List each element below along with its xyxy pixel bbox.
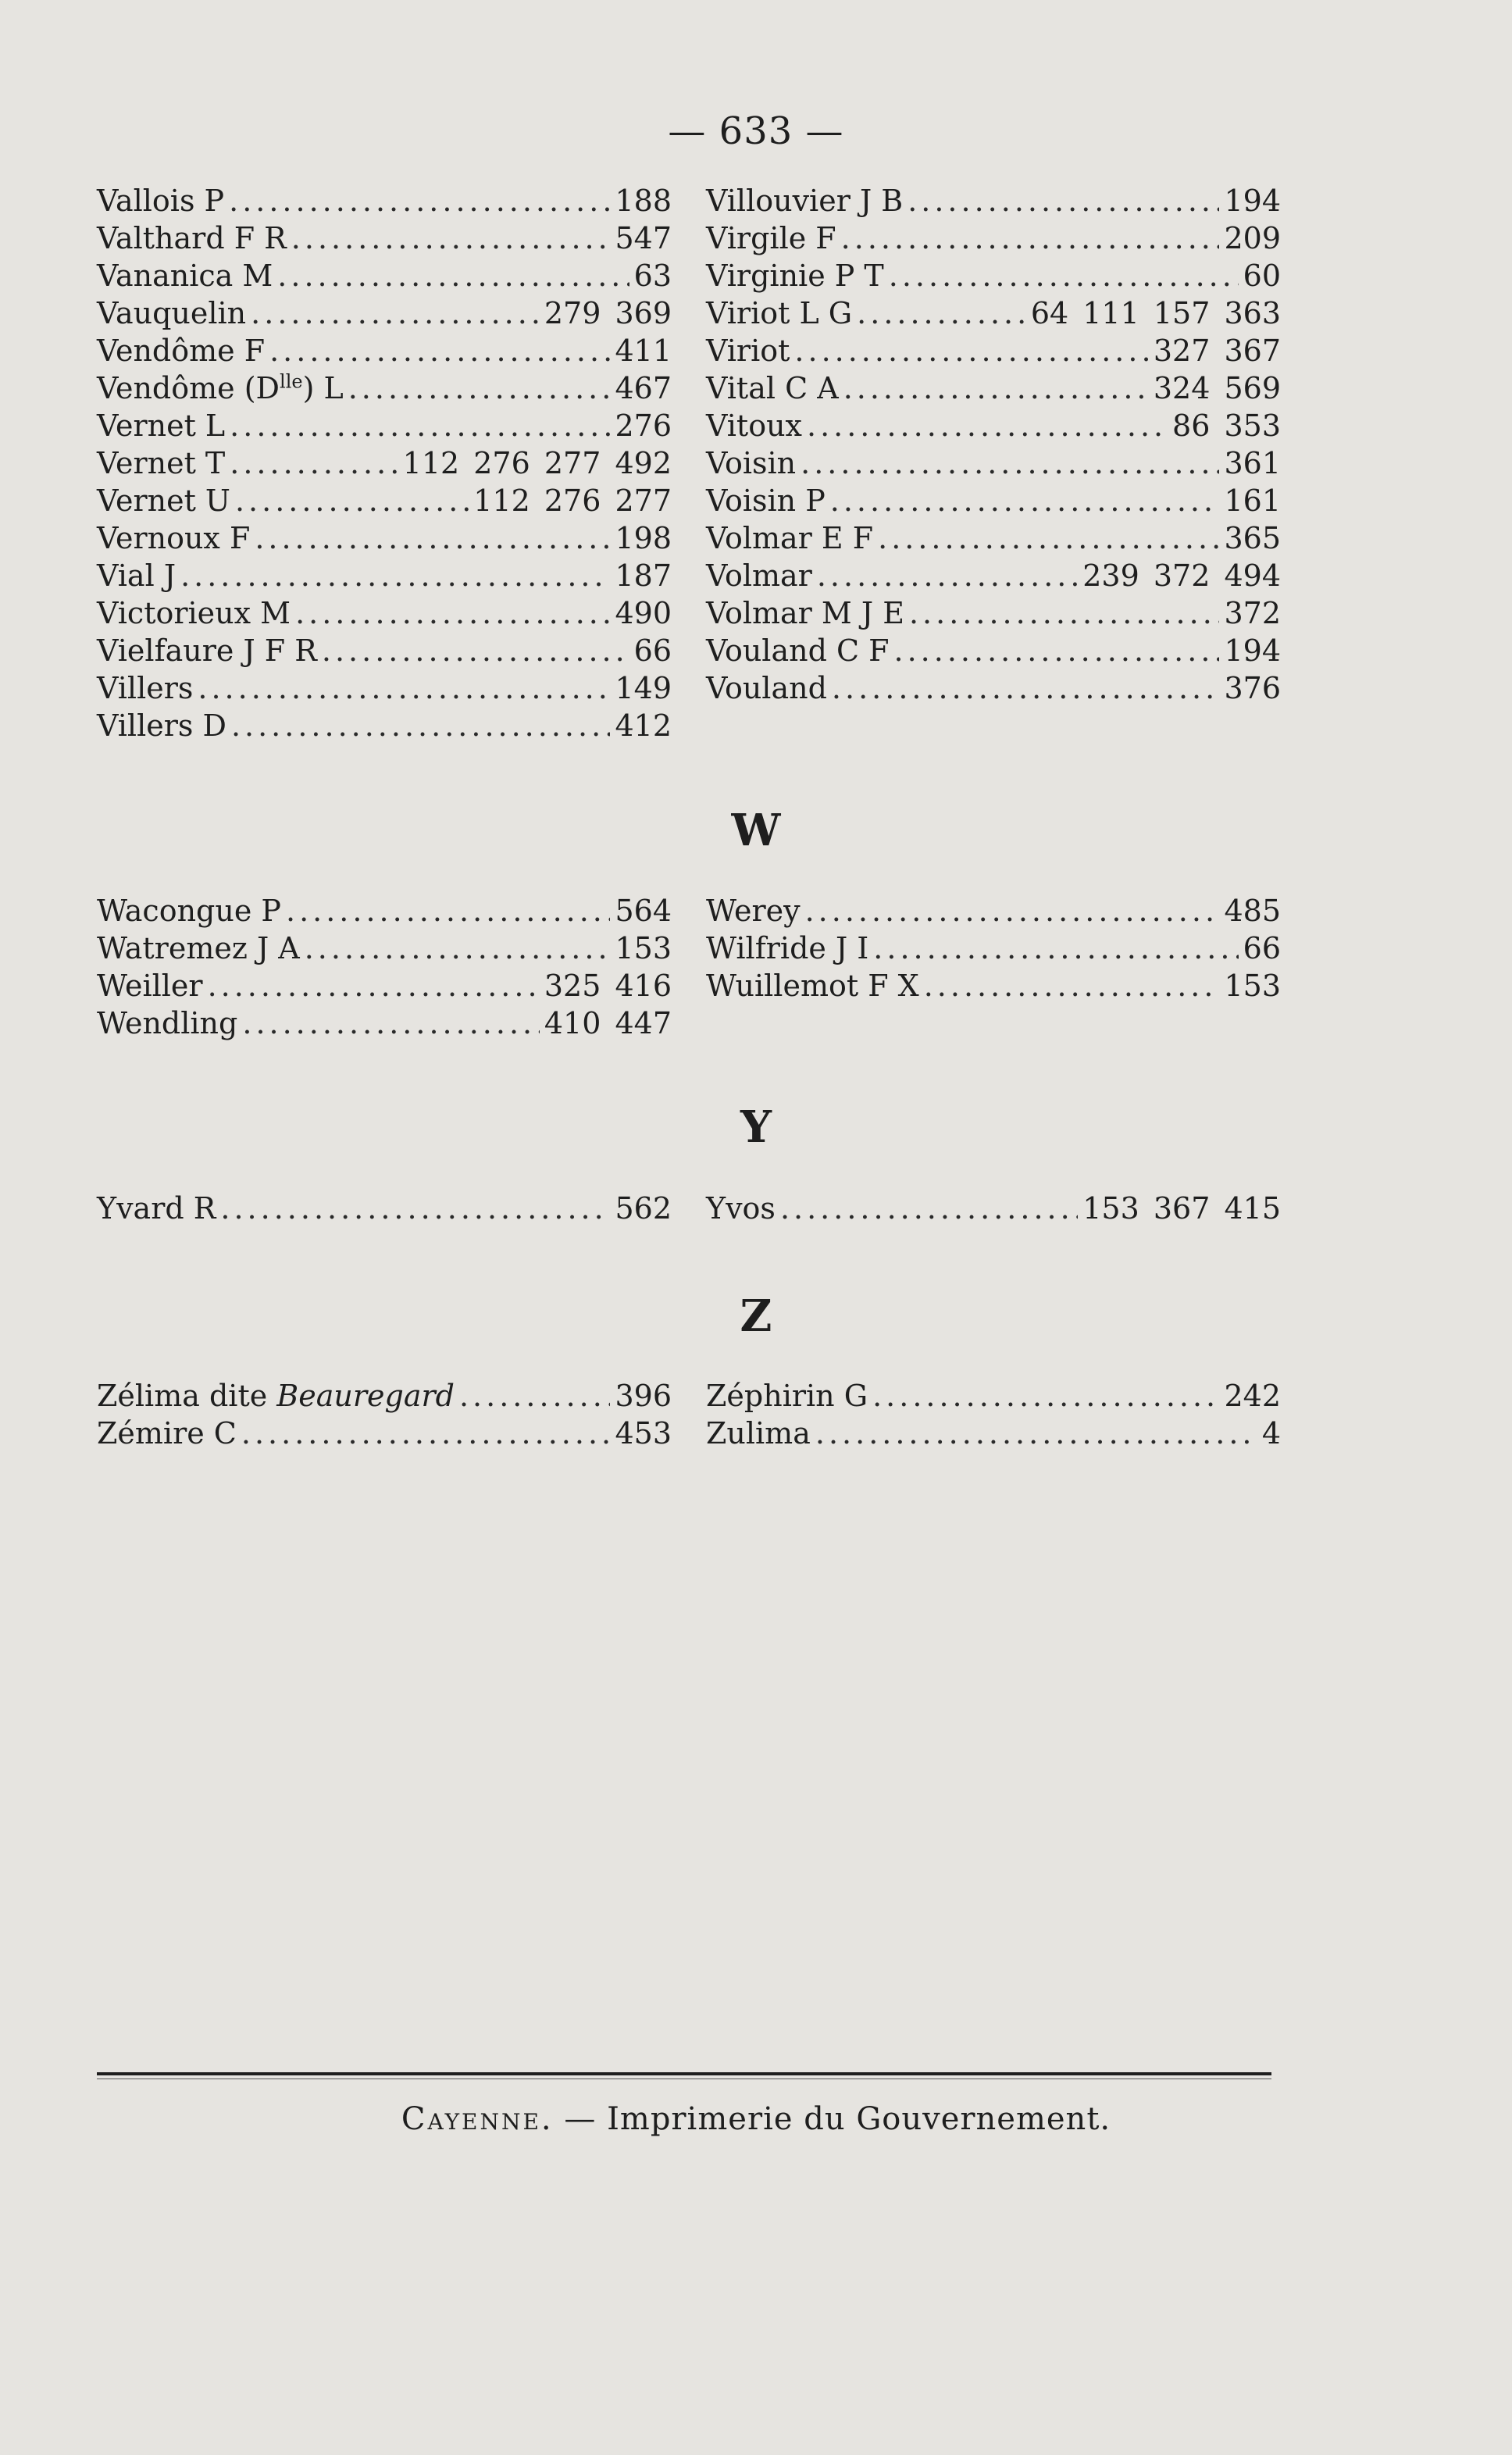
- entry-page-refs: 153: [1224, 969, 1281, 1003]
- index-entry: [706, 407, 1281, 444]
- entry-name: Wuillemot F X: [706, 969, 919, 1003]
- section-w: [97, 892, 1281, 1042]
- entry-name: Victorieux M: [97, 596, 291, 630]
- index-entry: [706, 294, 1281, 332]
- entry-name: Vernet L: [97, 409, 226, 443]
- entry-page-refs: 4: [1261, 1416, 1281, 1451]
- entry-page-refs: 564: [615, 894, 672, 928]
- dot-leader: [805, 892, 1220, 930]
- index-entry: [706, 930, 1281, 967]
- section-v: [97, 182, 1281, 744]
- index-entry: [706, 892, 1281, 930]
- index-entry: [706, 967, 1281, 1004]
- entry-page-refs: 161: [1224, 484, 1281, 518]
- dot-leader: [794, 332, 1148, 369]
- entry-name: Villers: [97, 671, 194, 705]
- entry-page-refs: 194: [1224, 184, 1281, 218]
- entry-page-refs: 453: [615, 1416, 672, 1451]
- dot-leader: [251, 294, 540, 332]
- dot-leader: [231, 707, 611, 744]
- dot-leader: [286, 892, 610, 930]
- entry-name: Vernoux F: [97, 521, 251, 555]
- index-entry: [706, 1415, 1281, 1452]
- dot-leader: [291, 219, 611, 257]
- entry-page-refs: 325 416: [544, 969, 672, 1003]
- entry-page-refs: 153: [615, 931, 672, 965]
- dot-leader: [843, 369, 1149, 407]
- entry-name-part: ) L: [302, 371, 344, 405]
- dot-leader: [235, 482, 469, 519]
- index-entry: [706, 332, 1281, 369]
- column-left: [97, 892, 672, 1042]
- entry-page-refs: 412: [615, 708, 672, 743]
- entry-name: Weiller: [97, 969, 203, 1003]
- dot-leader: [459, 1377, 611, 1415]
- dot-leader: [242, 1004, 540, 1042]
- index-entry: [706, 219, 1281, 257]
- index-entry: [97, 1415, 672, 1452]
- index-entry: [97, 632, 672, 669]
- entry-name: Vital C A: [706, 371, 839, 405]
- entry-name: Volmar M J E: [706, 596, 904, 630]
- index-entry: [97, 182, 672, 219]
- index-entry: [97, 257, 672, 294]
- dot-leader: [198, 669, 610, 707]
- index-entry: [97, 369, 672, 407]
- entry-name-part: Zélima dite: [97, 1379, 277, 1413]
- entry-name: Vauquelin: [97, 296, 247, 330]
- dot-leader: [894, 632, 1220, 669]
- column-right: [706, 892, 1281, 1042]
- dot-leader: [295, 594, 610, 632]
- dot-leader: [801, 444, 1219, 482]
- dot-leader: [909, 594, 1220, 632]
- entry-name: Voisin P: [706, 484, 826, 518]
- index-entry: [97, 892, 672, 930]
- index-entry: [706, 482, 1281, 519]
- imprint-footer: [0, 2101, 1512, 2137]
- column-right: [706, 1377, 1281, 1452]
- entry-name: Villouvier J B: [706, 184, 904, 218]
- entry-name-superscript: lle: [280, 370, 303, 393]
- imprint-city: Cayenne.: [401, 2101, 554, 2137]
- entry-name: Virginie P T: [706, 259, 884, 293]
- index-entry: [706, 182, 1281, 219]
- entry-page-refs: 63: [633, 259, 672, 293]
- entry-name: Vielfaure J F R: [97, 633, 317, 668]
- entry-name: Volmar: [706, 558, 812, 593]
- dot-leader: [830, 482, 1220, 519]
- entry-name: Vananica M: [97, 259, 273, 293]
- index-entry: [97, 444, 672, 482]
- dot-leader: [817, 557, 1078, 594]
- dot-leader: [220, 1190, 610, 1227]
- entry-page-refs: 66: [1243, 931, 1281, 965]
- letter-heading-w: W: [731, 805, 781, 856]
- index-entry: [97, 482, 672, 519]
- entry-name: Watremez J A: [97, 931, 300, 965]
- column-left: [97, 1190, 672, 1227]
- entry-page-refs: 467: [615, 371, 672, 405]
- entry-name: Zéphirin G: [706, 1379, 868, 1413]
- index-entry: [97, 930, 672, 967]
- entry-page-refs: 411: [615, 334, 672, 368]
- dot-leader: [322, 632, 629, 669]
- index-entry: [706, 257, 1281, 294]
- entry-page-refs: 485: [1224, 894, 1281, 928]
- entry-page-refs: 276: [615, 409, 672, 443]
- index-entry: [97, 669, 672, 707]
- entry-name: Vendôme F: [97, 334, 266, 368]
- dot-leader: [230, 444, 398, 482]
- index-entry: [97, 1004, 672, 1042]
- entry-page-refs: 239 372 494: [1082, 558, 1281, 593]
- entry-name: Virgile F: [706, 221, 836, 255]
- index-entry: [706, 557, 1281, 594]
- entry-page-refs: 279 369: [544, 296, 672, 330]
- dot-leader: [277, 257, 629, 294]
- entry-name: Wacongue P: [97, 894, 281, 928]
- entry-name-part: Vendôme (D: [97, 371, 280, 405]
- index-entry: [706, 519, 1281, 557]
- imprint-separator: —: [564, 2101, 597, 2137]
- index-entry: [706, 1377, 1281, 1415]
- letter-heading-z: Z: [740, 1290, 772, 1342]
- imprint-printer: Imprimerie du Gouvernement.: [607, 2101, 1111, 2137]
- entry-name: Villers D: [97, 708, 226, 743]
- entry-name: [97, 1377, 455, 1415]
- index-entry: [97, 1377, 672, 1415]
- dot-leader: [815, 1415, 1257, 1452]
- section-z: [97, 1377, 1281, 1452]
- dot-leader: [857, 294, 1026, 332]
- index-entry: [97, 332, 672, 369]
- entry-page-refs: 376: [1224, 671, 1281, 705]
- index-entry: [706, 669, 1281, 707]
- entry-page-refs: 490: [615, 596, 672, 630]
- dot-leader: [348, 369, 611, 407]
- entry-page-refs: 396: [615, 1379, 672, 1413]
- entry-page-refs: 327 367: [1153, 334, 1281, 368]
- entry-page-refs: 66: [633, 633, 672, 668]
- entry-name-italic: Beauregard: [276, 1379, 455, 1413]
- entry-page-refs: 194: [1224, 633, 1281, 668]
- dot-leader: [889, 257, 1239, 294]
- column-left: [97, 1377, 672, 1452]
- entry-name: Valthard F R: [97, 221, 287, 255]
- dot-leader: [241, 1415, 611, 1452]
- index-entry: [97, 219, 672, 257]
- entry-name: Wendling: [97, 1006, 238, 1040]
- entry-page-refs: 324 569: [1153, 371, 1281, 405]
- index-entry: [97, 967, 672, 1004]
- index-entry: [706, 632, 1281, 669]
- dot-leader: [230, 407, 610, 444]
- entry-name: Viriot: [706, 334, 790, 368]
- index-entry: [97, 1190, 672, 1227]
- dot-leader: [924, 967, 1220, 1004]
- letter-heading-y: Y: [740, 1101, 772, 1153]
- index-entry: [97, 407, 672, 444]
- dot-leader: [873, 930, 1238, 967]
- section-y: [97, 1190, 1281, 1227]
- entry-page-refs: 187: [615, 558, 672, 593]
- dot-leader: [807, 407, 1168, 444]
- entry-page-refs: 188: [615, 184, 672, 218]
- entry-name: Vouland C F: [706, 633, 890, 668]
- entry-name: Voisin: [706, 446, 797, 480]
- entry-name: Vernet T: [97, 446, 226, 480]
- dot-leader: [780, 1190, 1078, 1227]
- entry-page-refs: 562: [615, 1191, 672, 1226]
- entry-name: Vial J: [97, 558, 177, 593]
- entry-page-refs: 64 111 157 363: [1030, 296, 1281, 330]
- dot-leader: [269, 332, 610, 369]
- entry-page-refs: 112 276 277 492: [402, 446, 672, 480]
- entry-page-refs: 410 447: [544, 1006, 672, 1040]
- dot-leader: [872, 1377, 1219, 1415]
- entry-page-refs: 198: [615, 521, 672, 555]
- entry-page-refs: 242: [1224, 1379, 1281, 1413]
- index-entry: [706, 369, 1281, 407]
- dot-leader: [229, 182, 610, 219]
- dot-leader: [180, 557, 610, 594]
- entry-name: Volmar E F: [706, 521, 874, 555]
- entry-name: Zémire C: [97, 1416, 237, 1451]
- entry-page-refs: 365: [1224, 521, 1281, 555]
- index-entry: [97, 557, 672, 594]
- entry-name: Viriot L G: [706, 296, 853, 330]
- entry-name: Vernet U: [97, 484, 230, 518]
- index-entry: [706, 444, 1281, 482]
- dot-leader: [255, 519, 610, 557]
- index-entry: [97, 519, 672, 557]
- column-right: [706, 1190, 1281, 1227]
- dot-leader: [832, 669, 1220, 707]
- index-entry: [706, 1190, 1281, 1227]
- index-entry: [97, 294, 672, 332]
- page-number: — 633 —: [668, 109, 844, 153]
- entry-name: Yvos: [706, 1191, 776, 1226]
- entry-name: [97, 369, 344, 407]
- entry-name: Vallois P: [97, 184, 225, 218]
- entry-page-refs: 60: [1243, 259, 1281, 293]
- dot-leader: [908, 182, 1219, 219]
- entry-page-refs: 149: [615, 671, 672, 705]
- entry-name: Zulima: [706, 1416, 811, 1451]
- entry-page-refs: 372: [1224, 596, 1281, 630]
- entry-page-refs: 361: [1224, 446, 1281, 480]
- entry-name: Yvard R: [97, 1191, 216, 1226]
- entry-page-refs: 209: [1224, 221, 1281, 255]
- dot-leader: [878, 519, 1219, 557]
- entry-page-refs: 153 367 415: [1082, 1191, 1281, 1226]
- entry-page-refs: 112 276 277: [473, 484, 672, 518]
- index-entry: [97, 594, 672, 632]
- entry-name: Wilfride J I: [706, 931, 869, 965]
- dot-leader: [305, 930, 611, 967]
- entry-page-refs: 547: [615, 221, 672, 255]
- index-entry: [706, 594, 1281, 632]
- index-entry: [97, 707, 672, 744]
- entry-page-refs: 86 353: [1172, 409, 1281, 443]
- entry-name: Vouland: [706, 671, 827, 705]
- entry-name: Werey: [706, 894, 801, 928]
- entry-name: Vitoux: [706, 409, 802, 443]
- column-right: [706, 182, 1281, 744]
- column-left: [97, 182, 672, 744]
- dot-leader: [841, 219, 1220, 257]
- dot-leader: [208, 967, 540, 1004]
- footer-rule-thick: [97, 2072, 1271, 2075]
